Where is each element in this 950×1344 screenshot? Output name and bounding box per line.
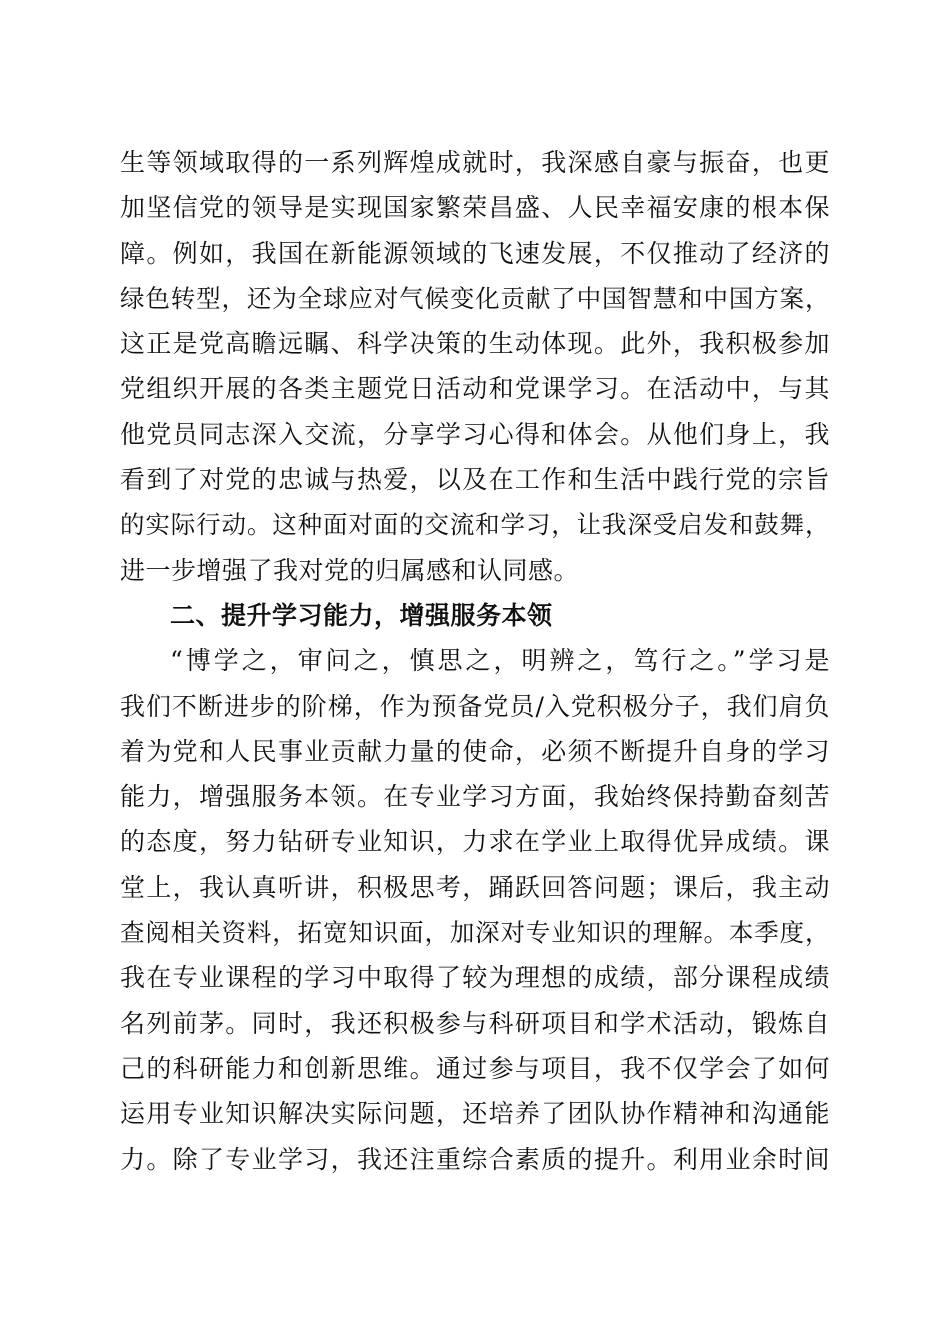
text-line: 绿色转型，还为全球应对气候变化贡献了中国智慧和中国方案，	[120, 283, 830, 313]
text-line: 己的科研能力和创新思维。通过参与项目，我不仅学会了如何	[120, 1053, 830, 1083]
document-body	[120, 140, 830, 1182]
text-line: 堂上，我认真听讲，积极思考，踊跃回答问题；课后，我主动	[120, 872, 830, 902]
text-line: 名列前茅。同时，我还积极参与科研项目和学术活动，锻炼自	[120, 1008, 830, 1038]
text-line: 查阅相关资料，拓宽知识面，加深对专业知识的理解。本季度，	[120, 918, 830, 948]
text-line: 运用专业知识解决实际问题，还培养了团队协作精神和沟通能	[120, 1099, 830, 1129]
text-line: 的态度，努力钻研专业知识，力求在学业上取得优异成绩。课	[120, 827, 830, 857]
text-line: 我们不断进步的阶梯，作为预备党员/入党积极分子，我们肩负	[120, 691, 830, 721]
paragraph-continuation	[120, 140, 830, 593]
text-line: 我在专业课程的学习中取得了较为理想的成绩，部分课程成绩	[120, 963, 830, 993]
text-line: 力。除了专业学习，我还注重综合素质的提升。利用业余时间	[120, 1144, 830, 1174]
text-line: 加坚信党的领导是实现国家繁荣昌盛、人民幸福安康的根本保	[120, 193, 830, 223]
text-line: 障。例如，我国在新能源领域的飞速发展，不仅推动了经济的	[120, 238, 830, 268]
text-line: 着为党和人民事业贡献力量的使命，必须不断提升自身的学习	[120, 736, 830, 766]
text-line: 进一步增强了我对党的归属感和认同感。	[120, 555, 580, 585]
text-line: 生等领域取得的一系列辉煌成就时，我深感自豪与振奋，也更	[120, 148, 830, 177]
text-line: “博学之，审问之，慎思之，明辨之，笃行之。”学习是	[170, 646, 830, 676]
text-line: 能力，增强服务本领。在专业学习方面，我始终保持勤奋刻苦	[120, 782, 830, 812]
text-line: 看到了对党的忠诚与热爱，以及在工作和生活中践行党的宗旨	[120, 465, 830, 495]
text-line: 党组织开展的各类主题党日活动和党课学习。在活动中，与其	[120, 374, 830, 404]
text-line: 的实际行动。这种面对面的交流和学习，让我深受启发和鼓舞，	[120, 510, 830, 540]
text-line: 他党员同志深入交流，分享学习心得和体会。从他们身上，我	[120, 419, 830, 449]
paragraph-learning	[120, 638, 830, 1182]
section-heading: 二、提升学习能力，增强服务本领	[170, 600, 553, 630]
text-line: 这正是党高瞻远瞩、科学决策的生动体现。此外，我积极参加	[120, 329, 830, 359]
